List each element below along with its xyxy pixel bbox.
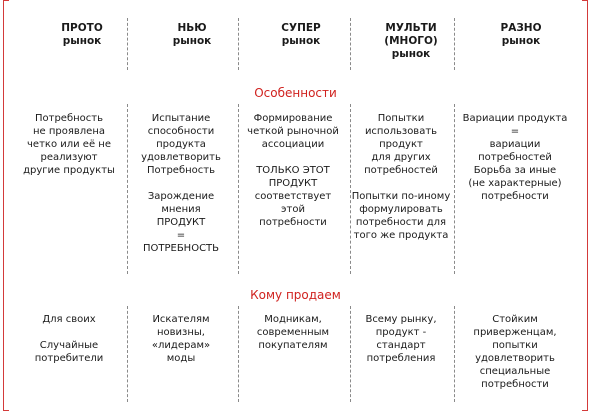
buyers-cell-multi: Всему рынку, продукт - стандарт потребления (365, 314, 437, 364)
features-cell-new: Испытание способности продукта удовлетворить Потребность Зарождение мнения ПРОДУКТ = ПОТРЕБНОСТЬ (141, 113, 221, 254)
column-header-new: НЬЮ рынок (172, 22, 212, 47)
column-header-super: СУПЕР рынок (281, 22, 321, 47)
features-cell-proto: Потребность не проявлена четко или её не реализуют другие продукты (23, 113, 115, 176)
features-cell-multi: Попытки использовать продукт для других потребностей Попытки по-иному формулировать потребности для того же продукта (351, 113, 451, 241)
column-divider (238, 306, 239, 402)
buyers-cell-razno: Стойким приверженцам, попытки удовлетворить специальные потребности (473, 314, 557, 390)
frame-right-top-tick (582, 0, 588, 1)
buyers-cell-proto: Для своих Случайные потребители (34, 314, 104, 364)
column-divider (127, 306, 128, 402)
features-cell-razno: Вариации продукта = вариации потребностей Борьба за иные (не характерные) потребности (462, 113, 568, 202)
column-headers (10, 22, 581, 66)
column-header-proto: ПРОТО рынок (61, 22, 103, 47)
column-divider (238, 104, 239, 274)
column-divider (350, 104, 351, 274)
section-title-buyers: Кому продаем (250, 288, 341, 302)
frame-right-edge (587, 0, 588, 411)
column-header-razno: РАЗНО рынок (500, 22, 542, 47)
column-divider (127, 18, 128, 70)
frame-left-edge (3, 0, 4, 411)
frame-left-top-tick (3, 0, 9, 1)
column-divider (238, 18, 239, 70)
features-cell-super: Формирование четкой рыночной ассоциации ТОЛЬКО ЭТОТ ПРОДУКТ соответствует этой потребности (247, 113, 339, 228)
column-divider (454, 104, 455, 274)
column-divider (127, 104, 128, 274)
buyers-cell-super: Модникам, современным покупателям (256, 314, 330, 351)
buyers-cell-new: Искателям новизны, «лидерам» моды (151, 314, 211, 364)
column-divider (454, 306, 455, 402)
column-divider (350, 306, 351, 402)
section-title-features: Особенности (254, 86, 337, 100)
column-header-multi: МУЛЬТИ (МНОГО) рынок (384, 22, 438, 60)
column-divider (454, 18, 455, 70)
column-divider (350, 18, 351, 70)
